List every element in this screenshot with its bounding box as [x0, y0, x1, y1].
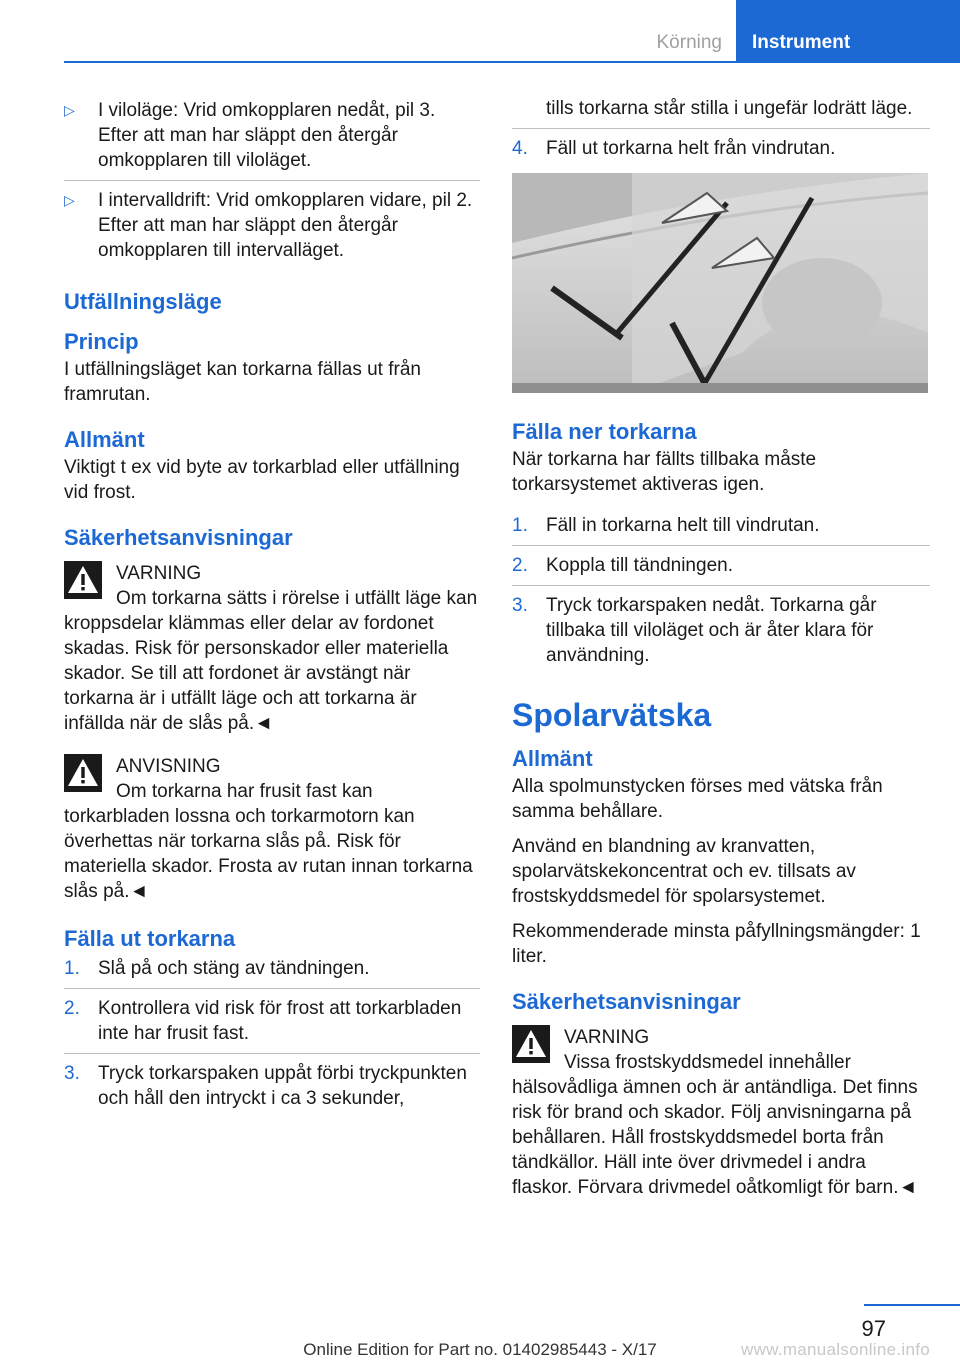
wiper-mode-list [64, 96, 480, 263]
header-section: Körning [656, 32, 722, 53]
washer-warning-text: Vissa frostskyddsmedel innehåller hälsovådliga ämnen och är antändliga. Det finns risk för brand och skador. Följ anvisningarna på behållaren. Håll frostskyddsmedel borta från tändkällor. Häll inte över drivmedel i andra flaskor. Förvara drivmedel oåtkomligt för barn.◄ [512, 1052, 918, 1198]
list-item: ▷ I intervalldrift: Vrid omkopplaren vidare, pil 2. Efter att man har släppt den återgår omkopplaren till intervalläget. [64, 180, 480, 263]
fold-out-steps [64, 954, 480, 1111]
section-heading-washer-fluid: Spolarvätska [512, 697, 712, 733]
washer-warning-label: VARNING [564, 1027, 650, 1048]
warning-text: Om torkarna sätts i rörelse i utfällt läge kan kroppsdelar klämmas eller delar av fordonet skadas. Risk för personskador eller materiella skador. Se till att fordonet är avstängt när torkarna är i utfällt läge och att torkarna är infällda när de slås på.◄ [64, 588, 478, 734]
wiper-fold-out-image [512, 173, 928, 393]
list-item: ▷ I viloläge: Vrid omkopplaren nedåt, pil 3. Efter att man har släppt den återgår omkopplaren till viloläget. [64, 100, 436, 171]
list-item: 2. Kontrollera vid risk för frost att torkarbladen inte har frusit fast. [64, 988, 480, 1046]
subheading-fold-out: Fälla ut torkarna [64, 926, 236, 951]
subheading-safety: Säkerhetsanvisningar [64, 525, 293, 550]
washer-paragraph-1: Alla spolmunstycken förses med vätska från samma behållare. [512, 776, 883, 822]
warning-triangle-icon [64, 754, 102, 792]
notice-text: Om torkarna har frusit fast kan torkarbladen lossna och torkarmotorn kan överhettas när torkarna slås på. Risk för materiella skador. Frosta av rutan innan torkarna slås på.◄ [64, 781, 473, 902]
subheading-washer-safety: Säkerhetsanvisningar [512, 989, 741, 1014]
subheading-general: Allmänt [64, 427, 145, 452]
subheading-fold-down: Fälla ner torkarna [512, 419, 697, 444]
list-item: 3. Tryck torkarspaken uppåt förbi tryckpunkten och håll den intryckt i ca 3 sekunder, [64, 1053, 480, 1111]
left-column [64, 96, 480, 1118]
step-continuation-text: tills torkarna står stilla i ungefär lodrätt läge. [546, 98, 913, 119]
page-number: 97 [861, 1316, 886, 1341]
wiper-illustration [512, 173, 928, 393]
notice-label: ANVISNING [116, 756, 221, 777]
subheading-principle: Princip [64, 329, 139, 354]
notice-box [64, 754, 480, 904]
list-item: 3. Tryck torkarspaken nedåt. Torkarna går tillbaka till viloläget och är åter klara för användning. [512, 585, 930, 668]
fold-down-text: När torkarna har fällts tillbaka måste torkarsystemet aktiveras igen. [512, 449, 817, 495]
washer-paragraph-3: Rekommenderade minsta påfyllningsmängder: 1 liter. [512, 921, 921, 967]
warning-label: VARNING [116, 563, 202, 584]
footer-rule [864, 1304, 960, 1306]
list-item: 2. Koppla till tändningen. [512, 545, 930, 578]
fold-down-steps [512, 511, 930, 668]
list-item: 1. Fäll in torkarna helt till vindrutan. [512, 515, 820, 536]
fold-out-steps-continued [512, 128, 930, 161]
subheading-washer-general: Allmänt [512, 746, 593, 771]
triangle-bullet-icon: ▷ [64, 102, 75, 118]
list-item: 1. Slå på och stäng av tändningen. [64, 958, 370, 979]
washer-warning-box [512, 1025, 930, 1200]
header-rule [64, 61, 960, 63]
washer-paragraph-2: Använd en blandning av kranvatten, spolarvätskekoncentrat och ev. tillsats av frostskyddsmedel för spolarsystemet. [512, 836, 856, 907]
watermark: www.manualsonline.info [741, 1340, 930, 1359]
edition-footer: Online Edition for Part no. 01402985443 - X/17 [303, 1340, 657, 1359]
list-item: 4. Fäll ut torkarna helt från vindrutan. [512, 128, 930, 161]
general-text: Viktigt t ex vid byte av torkarblad eller utfällning vid frost. [64, 457, 460, 503]
warning-triangle-icon [64, 561, 102, 599]
principle-text: I utfällningsläget kan torkarna fällas ut från framrutan. [64, 359, 421, 405]
section-heading-fold-out-mode: Utfällningsläge [64, 289, 222, 314]
warning-box [64, 561, 480, 736]
header-chapter-tab: Instrument [736, 0, 960, 61]
right-column [512, 96, 930, 1214]
warning-triangle-icon [512, 1025, 550, 1063]
triangle-bullet-icon: ▷ [64, 192, 75, 208]
